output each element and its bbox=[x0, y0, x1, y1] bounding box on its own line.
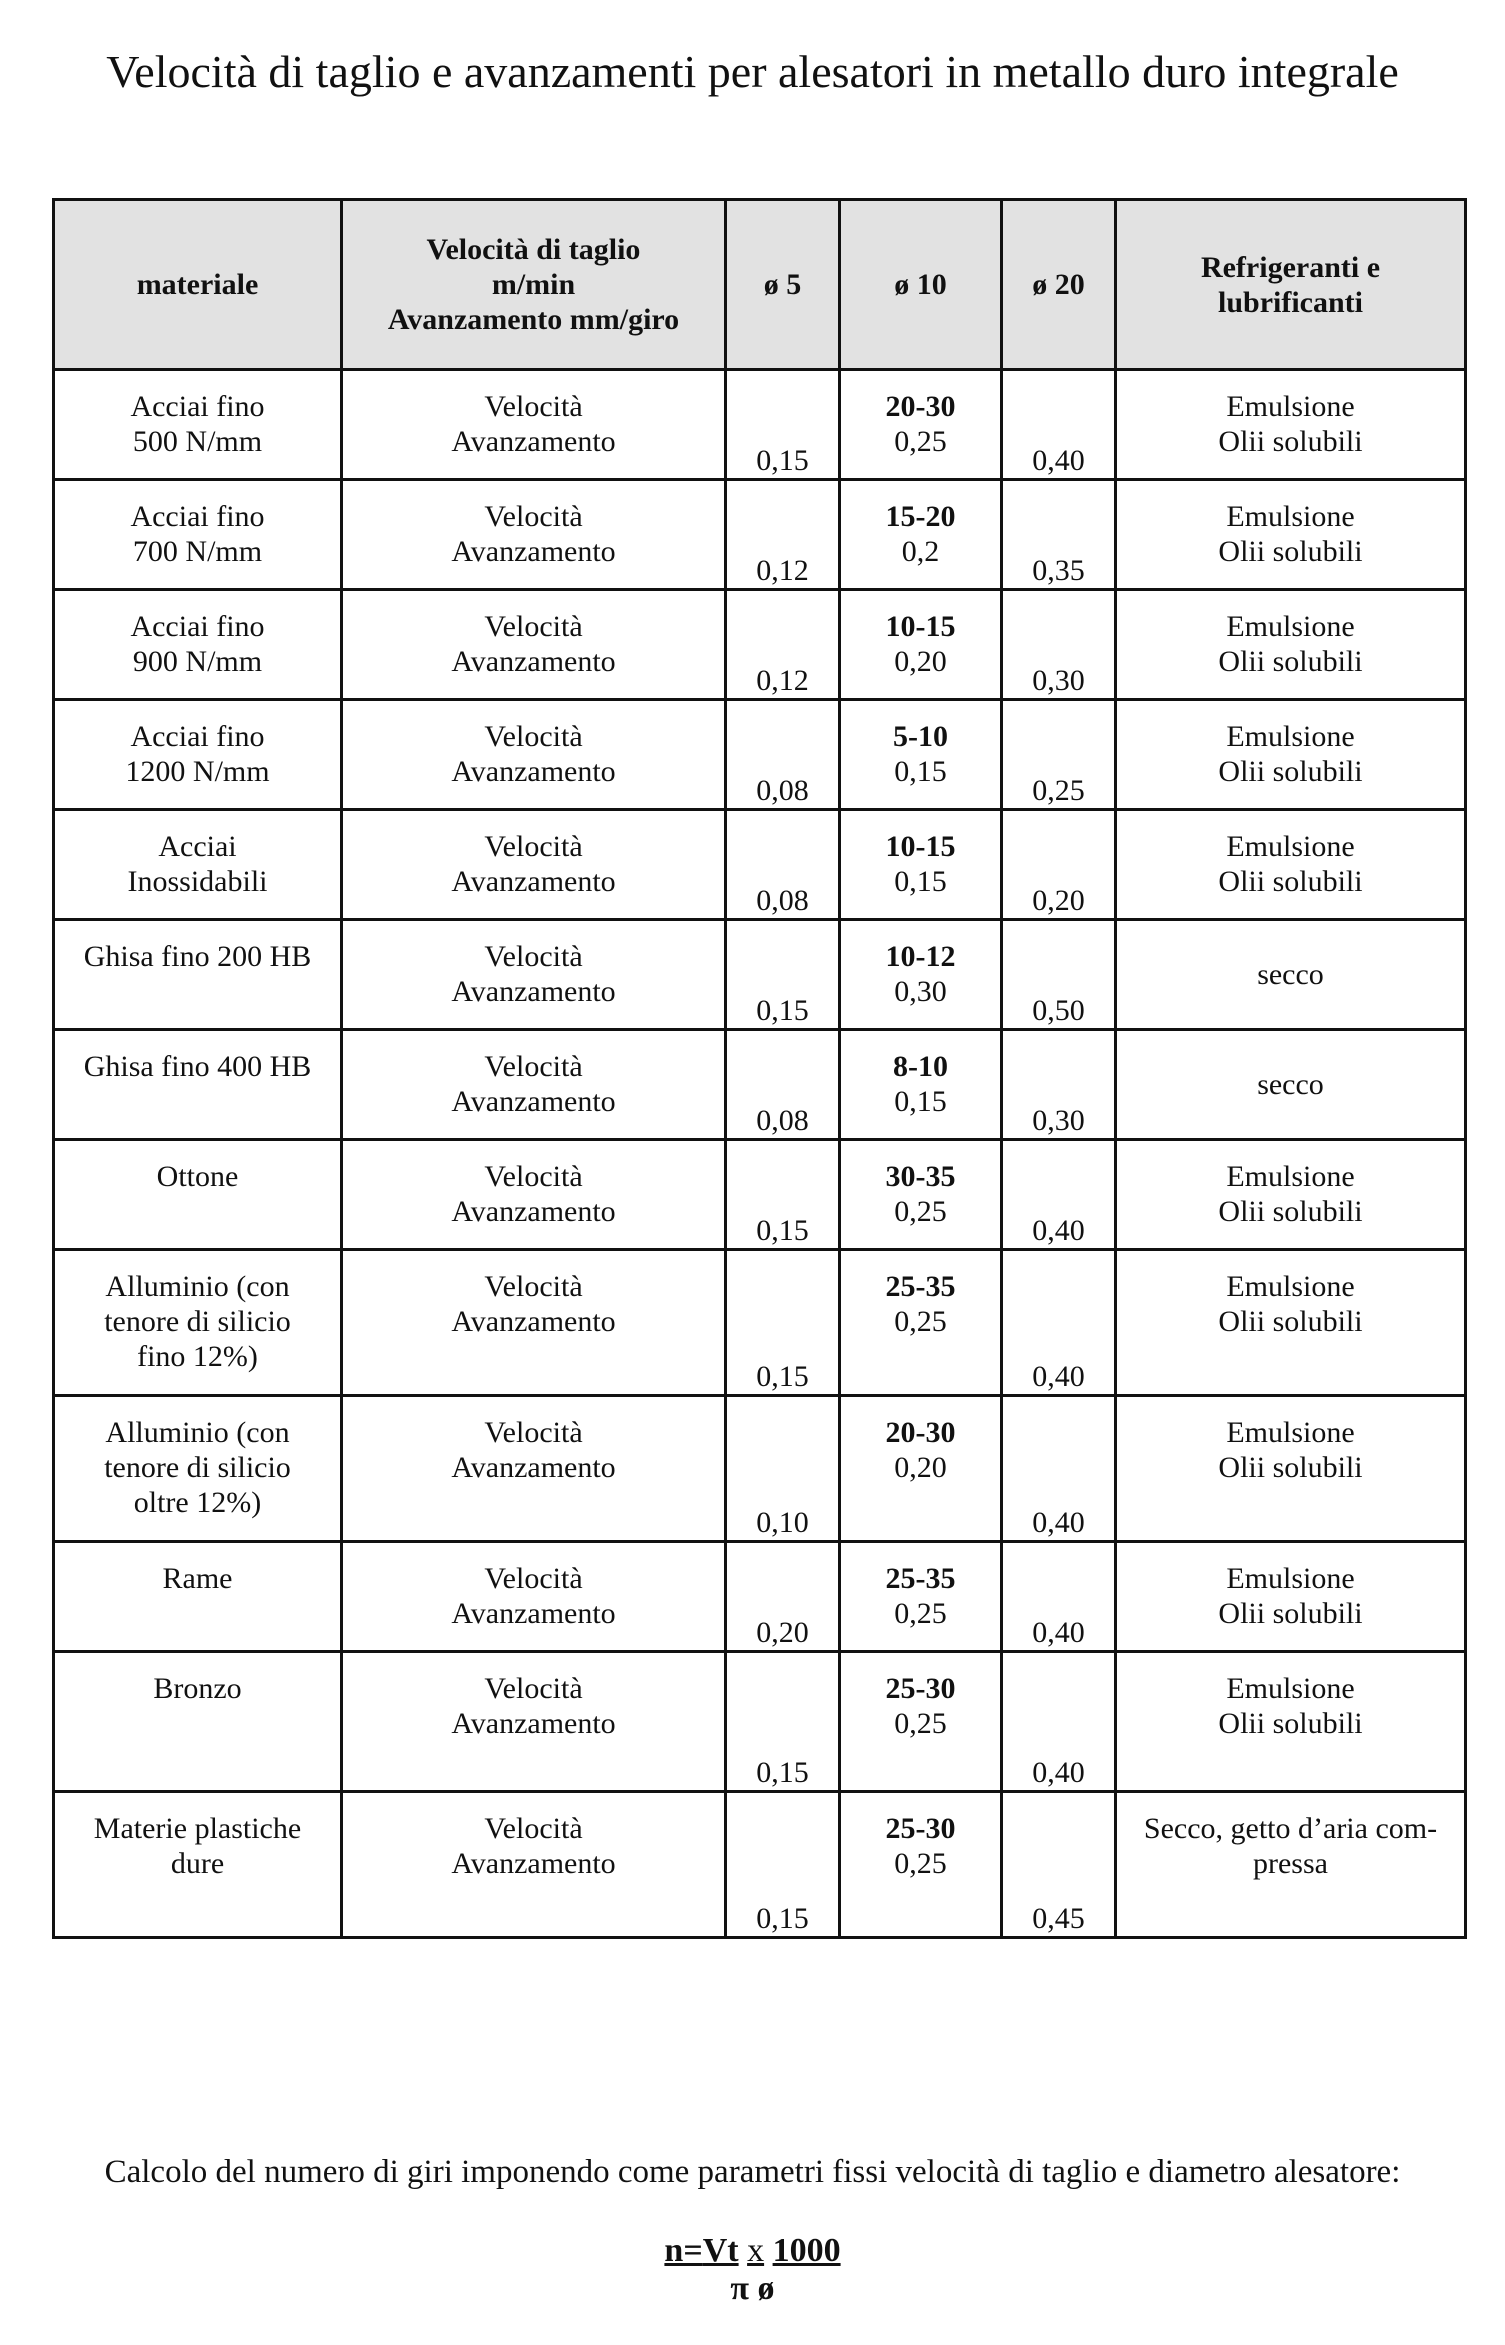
d10-cell bbox=[840, 1542, 1002, 1652]
feed-d10-value: 0,25 bbox=[894, 1847, 947, 1880]
parameter-line: Avanzamento bbox=[451, 1597, 616, 1630]
table-row bbox=[54, 700, 1466, 810]
table-row bbox=[54, 1542, 1466, 1652]
feed-d5-cell bbox=[726, 1396, 840, 1542]
d10-cell bbox=[840, 1652, 1002, 1792]
material-cell bbox=[54, 1542, 342, 1652]
material-cell bbox=[54, 1030, 342, 1140]
table-row bbox=[54, 370, 1466, 480]
material-line: tenore di silicio bbox=[104, 1451, 291, 1484]
feed-d5-cell bbox=[726, 1140, 840, 1250]
coolant-cell bbox=[1116, 1396, 1466, 1542]
coolant-line: Emulsione bbox=[1226, 390, 1355, 423]
feed-d5-cell bbox=[726, 480, 840, 590]
table-row bbox=[54, 1792, 1466, 1938]
feed-d20-cell bbox=[1002, 920, 1116, 1030]
d10-cell bbox=[840, 810, 1002, 920]
parameter-line: Velocità bbox=[484, 940, 583, 973]
coolant-cell bbox=[1116, 920, 1466, 1030]
parameter-line: Velocità bbox=[484, 1562, 583, 1595]
coolant-line: Olii solubili bbox=[1218, 865, 1363, 898]
coolant-line: Olii solubili bbox=[1218, 1195, 1363, 1228]
material-line: oltre 12%) bbox=[133, 1486, 262, 1519]
coolant-line: Olii solubili bbox=[1218, 755, 1363, 788]
material-cell bbox=[54, 1792, 342, 1938]
feed-d20-value: 0,40 bbox=[1032, 1360, 1085, 1393]
parameter-line: Velocità bbox=[484, 1812, 583, 1845]
d10-cell bbox=[840, 1792, 1002, 1938]
header-coolant bbox=[1116, 200, 1466, 370]
parameter-cell bbox=[342, 810, 726, 920]
feed-d20-value: 0,40 bbox=[1032, 1214, 1085, 1247]
material-line: Ottone bbox=[156, 1160, 239, 1193]
material-line: Acciai fino bbox=[130, 390, 265, 423]
table-row bbox=[54, 1396, 1466, 1542]
coolant-line: Olii solubili bbox=[1218, 645, 1363, 678]
feed-d5-cell bbox=[726, 810, 840, 920]
parameter-cell bbox=[342, 1542, 726, 1652]
speed-value: 25-30 bbox=[885, 1672, 956, 1705]
coolant-line: Emulsione bbox=[1226, 1416, 1355, 1449]
feed-d20-value: 0,25 bbox=[1032, 774, 1085, 807]
feed-d5-value: 0,08 bbox=[756, 884, 809, 917]
feed-d20-cell bbox=[1002, 1030, 1116, 1140]
feed-d20-value: 0,35 bbox=[1032, 554, 1085, 587]
material-cell bbox=[54, 810, 342, 920]
speed-value: 25-35 bbox=[885, 1270, 956, 1303]
table-row bbox=[54, 590, 1466, 700]
feed-d20-value: 0,30 bbox=[1032, 664, 1085, 697]
feed-d5-value: 0,08 bbox=[756, 1104, 809, 1137]
feed-d5-cell bbox=[726, 1030, 840, 1140]
header-diameter-10: ø 10 bbox=[840, 200, 1002, 370]
table-row bbox=[54, 1250, 1466, 1396]
formula-vt: Vt bbox=[702, 2232, 739, 2269]
material-cell bbox=[54, 590, 342, 700]
parameter-line: Velocità bbox=[484, 390, 583, 423]
parameter-cell bbox=[342, 1140, 726, 1250]
material-line: dure bbox=[170, 1847, 225, 1880]
d10-cell bbox=[840, 1140, 1002, 1250]
feed-d10-value: 0,15 bbox=[894, 865, 947, 898]
feed-d5-value: 0,15 bbox=[756, 1360, 809, 1393]
formula-denominator: π ø bbox=[730, 2270, 775, 2307]
coolant-line: Emulsione bbox=[1226, 500, 1355, 533]
coolant-line: Emulsione bbox=[1226, 610, 1355, 643]
coolant-cell bbox=[1116, 1542, 1466, 1652]
parameter-line: Avanzamento bbox=[451, 645, 616, 678]
coolant-line: Emulsione bbox=[1226, 1160, 1355, 1193]
parameter-line: Velocità bbox=[484, 720, 583, 753]
feed-d10-value: 0,15 bbox=[894, 1085, 947, 1118]
material-line: tenore di silicio bbox=[104, 1305, 291, 1338]
material-line: Rame bbox=[162, 1562, 233, 1595]
coolant-line: pressa bbox=[1253, 1847, 1328, 1880]
table-header-row bbox=[54, 200, 1466, 370]
formula-fraction bbox=[664, 2232, 840, 2308]
coolant-cell bbox=[1116, 1792, 1466, 1938]
speed-value: 5-10 bbox=[893, 720, 948, 753]
parameter-line: Avanzamento bbox=[451, 535, 616, 568]
parameter-line: Avanzamento bbox=[451, 1847, 616, 1880]
header-coolant-line: lubrificanti bbox=[1217, 285, 1363, 319]
feed-d20-cell bbox=[1002, 1652, 1116, 1792]
material-line: Alluminio (con bbox=[105, 1416, 290, 1449]
feed-d20-cell bbox=[1002, 700, 1116, 810]
material-cell bbox=[54, 480, 342, 590]
feed-d5-value: 0,15 bbox=[756, 994, 809, 1027]
speed-value: 25-30 bbox=[885, 1812, 956, 1845]
material-cell bbox=[54, 370, 342, 480]
feed-d10-value: 0,25 bbox=[894, 1305, 947, 1338]
speed-value: 10-15 bbox=[885, 830, 956, 863]
d10-cell bbox=[840, 370, 1002, 480]
feed-d20-cell bbox=[1002, 1396, 1116, 1542]
feed-d10-value: 0,30 bbox=[894, 975, 947, 1008]
feed-d20-value: 0,40 bbox=[1032, 1506, 1085, 1539]
feed-d5-cell bbox=[726, 1542, 840, 1652]
feed-d5-value: 0,15 bbox=[756, 1214, 809, 1247]
header-diameter-20: ø 20 bbox=[1002, 200, 1116, 370]
feed-d10-value: 0,20 bbox=[894, 1451, 947, 1484]
feed-d5-cell bbox=[726, 700, 840, 810]
feed-d5-cell bbox=[726, 370, 840, 480]
parameter-line: Avanzamento bbox=[451, 975, 616, 1008]
coolant-line: Olii solubili bbox=[1218, 1451, 1363, 1484]
coolant-line: Olii solubili bbox=[1218, 425, 1363, 458]
feed-d10-value: 0,25 bbox=[894, 1597, 947, 1630]
d10-cell bbox=[840, 480, 1002, 590]
formula-lhs: n= bbox=[664, 2232, 703, 2269]
coolant-cell bbox=[1116, 480, 1466, 590]
speed-value: 30-35 bbox=[885, 1160, 956, 1193]
coolant-cell bbox=[1116, 810, 1466, 920]
material-line: Inossidabili bbox=[127, 865, 268, 898]
material-line: 500 N/mm bbox=[132, 425, 263, 458]
parameter-cell bbox=[342, 1030, 726, 1140]
table-row bbox=[54, 1140, 1466, 1250]
material-cell bbox=[54, 1140, 342, 1250]
feed-d5-value: 0,15 bbox=[756, 1756, 809, 1789]
coolant-line: Emulsione bbox=[1226, 1562, 1355, 1595]
feed-d20-value: 0,30 bbox=[1032, 1104, 1085, 1137]
feed-d20-value: 0,50 bbox=[1032, 994, 1085, 1027]
parameter-line: Avanzamento bbox=[451, 1195, 616, 1228]
feed-d20-cell bbox=[1002, 1792, 1116, 1938]
feed-d5-cell bbox=[726, 590, 840, 700]
header-diameter-5: ø 5 bbox=[726, 200, 840, 370]
coolant-line: secco bbox=[1257, 958, 1324, 991]
feed-d20-cell bbox=[1002, 1250, 1116, 1396]
coolant-line: secco bbox=[1257, 1068, 1324, 1101]
d10-cell bbox=[840, 1250, 1002, 1396]
material-line: fino 12%) bbox=[137, 1340, 258, 1373]
parameter-cell bbox=[342, 1396, 726, 1542]
material-cell bbox=[54, 700, 342, 810]
material-line: Acciai fino bbox=[130, 720, 265, 753]
table-row bbox=[54, 1652, 1466, 1792]
coolant-line: Secco, getto d’aria com- bbox=[1143, 1812, 1438, 1845]
coolant-line: Olii solubili bbox=[1218, 1707, 1363, 1740]
table-row bbox=[54, 480, 1466, 590]
feed-d10-value: 0,20 bbox=[894, 645, 947, 678]
material-line: Acciai bbox=[158, 830, 237, 863]
material-line: Acciai fino bbox=[130, 500, 265, 533]
material-line: Materie plastiche bbox=[93, 1812, 302, 1845]
parameter-cell bbox=[342, 370, 726, 480]
feed-d5-value: 0,08 bbox=[756, 774, 809, 807]
material-line: Ghisa fino 200 HB bbox=[83, 940, 312, 973]
coolant-line: Emulsione bbox=[1226, 720, 1355, 753]
parameter-cell bbox=[342, 1652, 726, 1792]
parameter-line: Velocità bbox=[484, 1160, 583, 1193]
d10-cell bbox=[840, 1030, 1002, 1140]
speed-value: 10-12 bbox=[885, 940, 956, 973]
feed-d20-value: 0,45 bbox=[1032, 1902, 1085, 1935]
parameter-line: Avanzamento bbox=[451, 1707, 616, 1740]
feed-d20-cell bbox=[1002, 480, 1116, 590]
coolant-cell bbox=[1116, 1652, 1466, 1792]
table-row bbox=[54, 1030, 1466, 1140]
coolant-line: Emulsione bbox=[1226, 1672, 1355, 1705]
feed-d5-cell bbox=[726, 1792, 840, 1938]
feed-d10-value: 0,25 bbox=[894, 1195, 947, 1228]
material-cell bbox=[54, 920, 342, 1030]
coolant-line: Emulsione bbox=[1226, 830, 1355, 863]
coolant-cell bbox=[1116, 1030, 1466, 1140]
feed-d5-value: 0,10 bbox=[756, 1506, 809, 1539]
formula-factor: 1000 bbox=[772, 2232, 841, 2269]
parameter-cell bbox=[342, 920, 726, 1030]
feed-d20-cell bbox=[1002, 590, 1116, 700]
parameter-line: Velocità bbox=[484, 1416, 583, 1449]
feed-d5-value: 0,12 bbox=[756, 664, 809, 697]
feed-d10-value: 0,25 bbox=[894, 1707, 947, 1740]
parameter-line: Avanzamento bbox=[451, 755, 616, 788]
feed-d5-value: 0,12 bbox=[756, 554, 809, 587]
feed-d5-value: 0,15 bbox=[756, 1902, 809, 1935]
feed-d5-cell bbox=[726, 920, 840, 1030]
coolant-line: Olii solubili bbox=[1218, 1597, 1363, 1630]
feed-d10-value: 0,25 bbox=[894, 425, 947, 458]
material-line: Acciai fino bbox=[130, 610, 265, 643]
parameter-line: Avanzamento bbox=[451, 425, 616, 458]
d10-cell bbox=[840, 590, 1002, 700]
header-coolant-line: Refrigeranti e bbox=[1200, 250, 1381, 284]
speed-value: 15-20 bbox=[885, 500, 956, 533]
coolant-cell bbox=[1116, 370, 1466, 480]
coolant-line: Olii solubili bbox=[1218, 535, 1363, 568]
feed-d20-cell bbox=[1002, 370, 1116, 480]
feed-d10-value: 0,2 bbox=[901, 535, 940, 568]
parameter-line: Velocità bbox=[484, 1050, 583, 1083]
material-cell bbox=[54, 1396, 342, 1542]
material-line: 1200 N/mm bbox=[125, 755, 270, 788]
speed-value: 10-15 bbox=[885, 610, 956, 643]
coolant-cell bbox=[1116, 700, 1466, 810]
feed-d20-value: 0,40 bbox=[1032, 444, 1085, 477]
parameter-line: Velocità bbox=[484, 610, 583, 643]
table-row bbox=[54, 810, 1466, 920]
feed-d20-value: 0,40 bbox=[1032, 1756, 1085, 1789]
parameter-line: Velocità bbox=[484, 1672, 583, 1705]
parameter-cell bbox=[342, 590, 726, 700]
d10-cell bbox=[840, 700, 1002, 810]
parameter-cell bbox=[342, 1250, 726, 1396]
speed-value: 25-35 bbox=[885, 1562, 956, 1595]
feed-d20-value: 0,40 bbox=[1032, 1616, 1085, 1649]
feed-d20-cell bbox=[1002, 1140, 1116, 1250]
feed-d5-value: 0,20 bbox=[756, 1616, 809, 1649]
material-line: Alluminio (con bbox=[105, 1270, 290, 1303]
feed-d20-cell bbox=[1002, 810, 1116, 920]
rpm-calculation-note: Calcolo del numero di giri imponendo come parametri fissi velocità di taglio e diametro alesatore: bbox=[104, 2154, 1401, 2190]
header-unit-line: m/min bbox=[491, 268, 576, 301]
parameter-line: Avanzamento bbox=[451, 1305, 616, 1338]
parameter-cell bbox=[342, 700, 726, 810]
feed-d20-cell bbox=[1002, 1542, 1116, 1652]
table-row bbox=[54, 920, 1466, 1030]
parameter-line: Avanzamento bbox=[451, 1451, 616, 1484]
parameter-line: Velocità bbox=[484, 1270, 583, 1303]
header-speed-line: Velocità di taglio bbox=[426, 233, 641, 266]
material-cell bbox=[54, 1652, 342, 1792]
speed-value: 20-30 bbox=[885, 1416, 956, 1449]
parameter-line: Avanzamento bbox=[451, 1085, 616, 1118]
parameter-cell bbox=[342, 1792, 726, 1938]
material-cell bbox=[54, 1250, 342, 1396]
coolant-line: Emulsione bbox=[1226, 1270, 1355, 1303]
coolant-cell bbox=[1116, 590, 1466, 700]
formula-numerator bbox=[664, 2232, 840, 2270]
feed-d10-value: 0,15 bbox=[894, 755, 947, 788]
speed-value: 8-10 bbox=[893, 1050, 948, 1083]
coolant-cell bbox=[1116, 1250, 1466, 1396]
parameter-line: Velocità bbox=[484, 830, 583, 863]
material-line: 700 N/mm bbox=[132, 535, 263, 568]
material-line: Ghisa fino 400 HB bbox=[83, 1050, 312, 1083]
feed-d20-value: 0,20 bbox=[1032, 884, 1085, 917]
header-material: materiale bbox=[54, 200, 342, 370]
header-speed-feed bbox=[342, 200, 726, 370]
coolant-line: Olii solubili bbox=[1218, 1305, 1363, 1338]
material-line: Bronzo bbox=[153, 1672, 242, 1705]
d10-cell bbox=[840, 1396, 1002, 1542]
cutting-speed-table bbox=[52, 198, 1467, 1939]
header-feed-line: Avanzamento mm/giro bbox=[387, 303, 680, 336]
formula-times: x bbox=[747, 2232, 765, 2269]
parameter-line: Velocità bbox=[484, 500, 583, 533]
d10-cell bbox=[840, 920, 1002, 1030]
parameter-cell bbox=[342, 480, 726, 590]
coolant-cell bbox=[1116, 1140, 1466, 1250]
page-title: Velocità di taglio e avanzamenti per alesatori in metallo duro integrale bbox=[106, 46, 1399, 97]
speed-value: 20-30 bbox=[885, 390, 956, 423]
parameter-line: Avanzamento bbox=[451, 865, 616, 898]
feed-d5-value: 0,15 bbox=[756, 444, 809, 477]
material-line: 900 N/mm bbox=[132, 645, 263, 678]
rpm-formula bbox=[0, 2232, 1505, 2308]
feed-d5-cell bbox=[726, 1250, 840, 1396]
table-body bbox=[54, 370, 1466, 1938]
feed-d5-cell bbox=[726, 1652, 840, 1792]
